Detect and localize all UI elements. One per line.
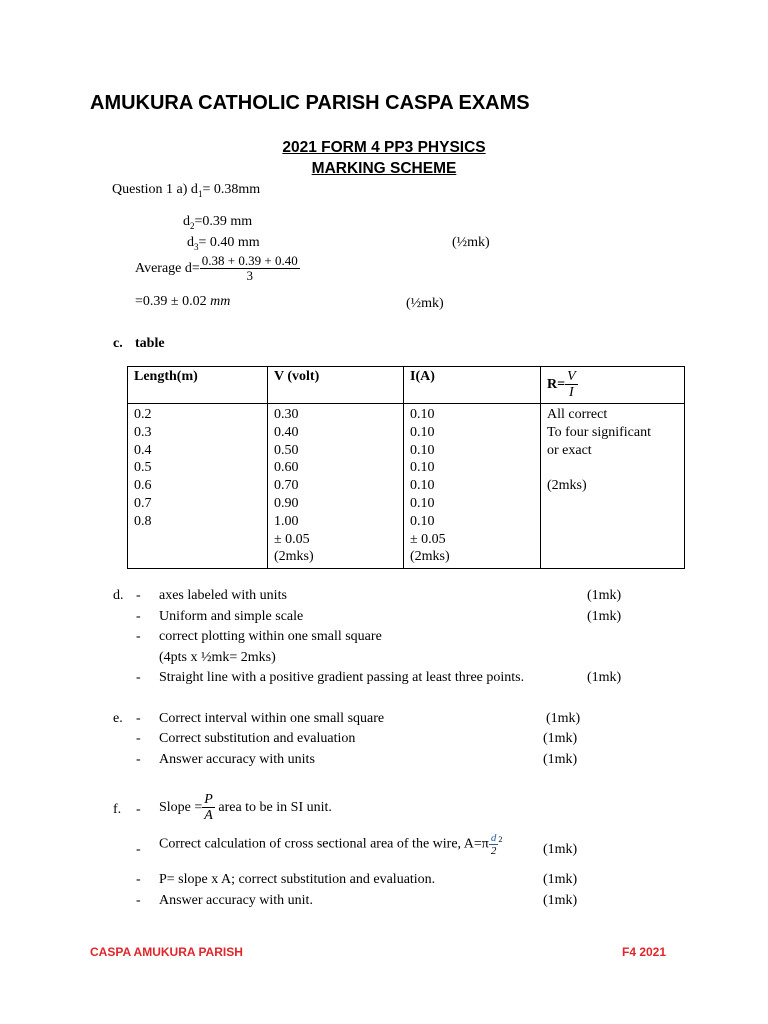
resistance-values: All correct To four significant or exact (2mks): [541, 404, 685, 569]
section-c-label: c.: [113, 336, 123, 351]
footer-right: F4 2021: [622, 945, 667, 959]
question-1a-d3: $d_3= 0.40$ mm: [187, 235, 260, 252]
bullet: -: [136, 893, 141, 908]
header-voltage: V (volt): [268, 367, 404, 404]
mark: (1mk): [543, 752, 578, 767]
bullet: -: [136, 711, 141, 726]
list-item: correct plotting within one small square: [159, 629, 382, 644]
bullet: -: [136, 670, 141, 685]
average-fraction: $\frac{0.38 + 0.39 + 0.40}{3}$: [201, 253, 298, 284]
list-item: Correct substitution and evaluation: [159, 731, 356, 746]
header-resistance: R= $\frac{V}{I}$: [541, 367, 685, 404]
marking-scheme-title: MARKING SCHEME: [311, 160, 457, 177]
average-result: =0.39 ± 0.02 mm: [135, 294, 231, 309]
average-label: Average d=: [135, 261, 200, 277]
bullet: -: [136, 802, 141, 817]
bullet: -: [136, 731, 141, 746]
bullet: -: [136, 872, 141, 887]
list-item: P= slope x A; correct substitution and evaluation.: [159, 872, 436, 887]
mark: (1mk): [546, 711, 581, 726]
section-c-title: table: [135, 336, 165, 351]
mark: (1mk): [587, 670, 622, 685]
bullet: -: [136, 609, 141, 624]
slope-equation: Slope = $\frac{P}{A}$ area to be in SI unit.: [159, 792, 332, 824]
table-header-row: [128, 367, 685, 404]
mark: (1mk): [543, 872, 578, 887]
list-item: Straight line with a positive gradient passing at least three points.: [159, 670, 525, 685]
school-title: AMUKURA CATHOLIC PARISH CASPA EXAMS: [90, 92, 530, 114]
bullet: -: [136, 588, 141, 603]
bullet: -: [136, 629, 141, 644]
list-item: Answer accuracy with units: [159, 752, 315, 767]
section-d-label: d.: [113, 588, 124, 603]
bullet: -: [136, 752, 141, 767]
average-result-mark: (½mk): [406, 296, 444, 311]
area-equation: Correct calculation of cross sectional area of the wire, A=π $\frac{d}{2}$ $^2$: [159, 832, 503, 858]
mark: (1mk): [543, 842, 578, 857]
list-item: axes labeled with units: [159, 588, 287, 603]
mark: (1mk): [587, 588, 622, 603]
section-f-label: f.: [113, 802, 122, 817]
section-e-label: e.: [113, 711, 123, 726]
average-equation: [135, 254, 300, 284]
list-item: Correct interval within one small square: [159, 711, 385, 726]
footer-left: CASPA AMUKURA PARISH: [90, 945, 243, 959]
d3-mark: (½mk): [452, 235, 490, 250]
results-table: [127, 366, 685, 569]
question-1a-d1: Question 1 a) $d_1= 0.38mm$: [112, 182, 261, 199]
bullet: -: [136, 842, 141, 857]
mark: (1mk): [543, 893, 578, 908]
header-current: I(A): [404, 367, 541, 404]
voltage-values: 0.30 0.40 0.50 0.60 0.70 0.90 1.00 ± 0.05 (2mks): [268, 404, 404, 569]
header-length: Length(m): [128, 367, 268, 404]
mark: (1mk): [543, 731, 578, 746]
length-values: 0.2 0.3 0.4 0.5 0.6 0.7 0.8: [128, 404, 268, 569]
mark: (1mk): [587, 609, 622, 624]
current-values: 0.10 0.10 0.10 0.10 0.10 0.10 0.10 ± 0.05 (2mks): [404, 404, 541, 569]
plotting-note: (4pts x ½mk= 2mks): [159, 650, 276, 665]
list-item: Uniform and simple scale: [159, 609, 304, 624]
exam-title: 2021 FORM 4 PP3 PHYSICS: [282, 139, 486, 156]
question-1a-d2: $d_2=0.39$ mm: [183, 214, 253, 231]
table-row: [128, 404, 685, 569]
list-item: Answer accuracy with unit.: [159, 893, 313, 908]
